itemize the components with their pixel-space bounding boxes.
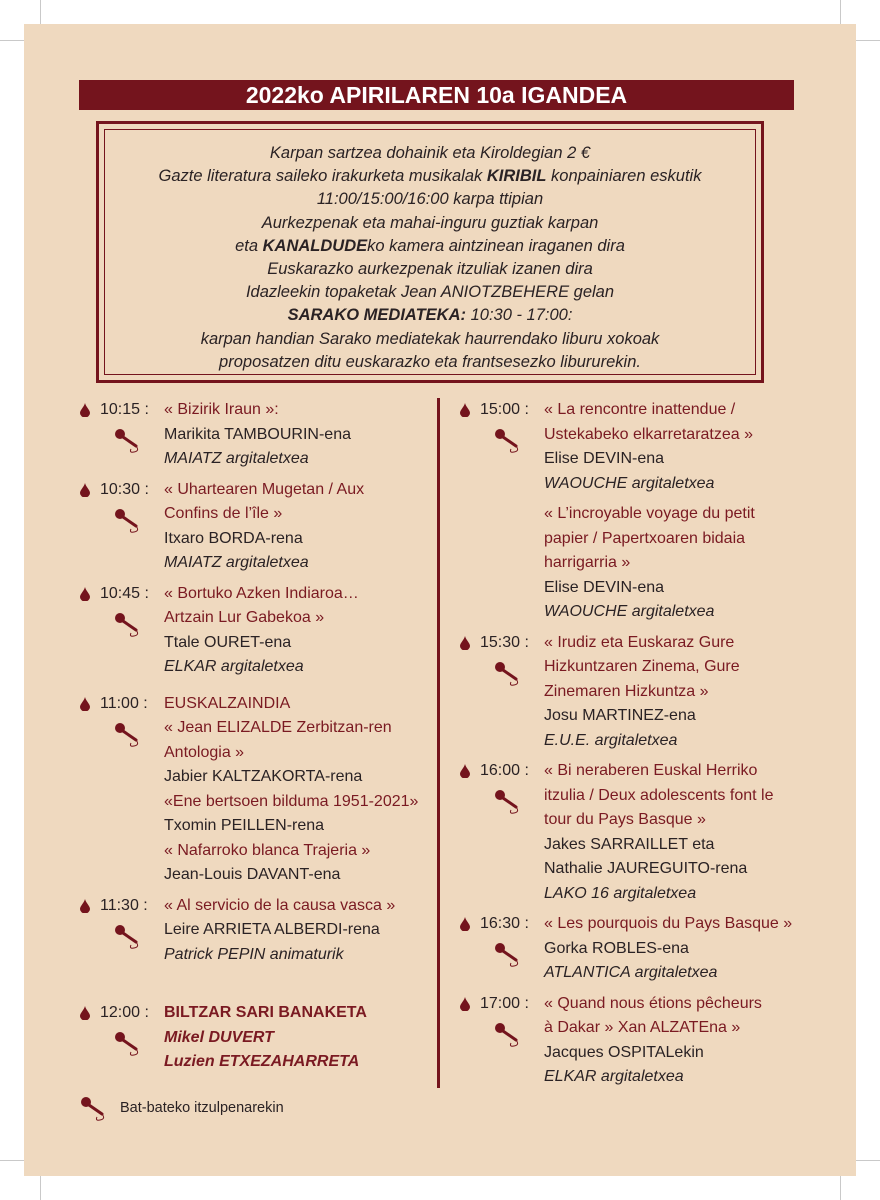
- schedule-event: [80, 582, 432, 680]
- info-line: Karpan sartzea dohainik eta Kiroldegian 2 €: [269, 144, 591, 162]
- event-line: E.U.E. argitaletxea: [544, 731, 678, 749]
- event-line: Marikita TAMBOURIN-ena: [164, 425, 351, 443]
- event-line: Jean-Louis DAVANT-ena: [164, 866, 341, 883]
- crop-mark: [840, 0, 841, 24]
- info-text: [104, 129, 756, 375]
- info-line: eta KANALDUDEko kamera aintzinean iraganen dira: [235, 236, 625, 255]
- event-details: [164, 894, 432, 968]
- event-details: [164, 398, 432, 472]
- crop-mark: [856, 1160, 880, 1161]
- event-line: WAOUCHE argitaletxea: [544, 603, 715, 620]
- microphone-icon: [494, 942, 524, 968]
- drop-bullet-icon: [460, 636, 470, 650]
- crop-mark: [840, 1176, 841, 1200]
- event-line: ELKAR argitaletxea: [544, 1068, 684, 1085]
- drop-bullet-icon: [80, 483, 90, 497]
- drop-bullet-icon: [460, 917, 470, 931]
- event-line: Gorka ROBLES-ena: [544, 939, 689, 957]
- event-line: Jabier KALTZAKORTA-rena: [164, 768, 363, 785]
- event-line: MAIATZ argitaletxea: [164, 554, 309, 571]
- event-line: ATLANTICA argitaletxea: [544, 964, 718, 981]
- info-box: [96, 121, 764, 383]
- crop-mark: [40, 1176, 41, 1200]
- event-time: 16:00 :: [480, 762, 529, 779]
- microphone-icon: [114, 428, 144, 454]
- event-line: Artzain Lur Gabekoa »: [164, 609, 325, 626]
- event-line: « Jean ELIZALDE Zerbitzan-ren: [164, 719, 392, 736]
- microphone-icon: [114, 612, 144, 638]
- drop-bullet-icon: [80, 403, 90, 417]
- legend-label: Bat-bateko itzulpenarekin: [120, 1100, 284, 1116]
- microphone-icon: [494, 789, 524, 815]
- schedule-event: [80, 1001, 432, 1075]
- event-line: Txomin PEILLEN-rena: [164, 817, 325, 834]
- event-line: Elise DEVIN-ena: [544, 450, 665, 467]
- microphone-icon: [494, 428, 524, 454]
- event-details: [164, 582, 432, 680]
- event-details: [544, 398, 860, 625]
- event-line: MAIATZ argitaletxea: [164, 450, 309, 467]
- crop-mark: [0, 1160, 24, 1161]
- event-line: « Irudiz eta Euskaraz Gure: [544, 633, 735, 651]
- crop-mark: [0, 40, 24, 41]
- event-line: « Uhartearen Mugetan / Aux: [164, 480, 365, 498]
- event-details: [164, 478, 432, 576]
- event-line: EUSKALZAINDIA: [164, 694, 291, 712]
- event-time: 11:30 :: [100, 896, 148, 914]
- schedule-event: [80, 894, 432, 968]
- info-line: proposatzen ditu euskarazko eta frantsesezko libururekin.: [219, 352, 641, 371]
- event-details: [544, 759, 860, 906]
- event-line: « Les pourquois du Pays Basque »: [544, 915, 793, 932]
- event-line: harrigarria »: [544, 554, 631, 571]
- event-line: WAOUCHE argitaletxea: [544, 474, 715, 492]
- event-line: itzulia / Deux adolescents font le: [544, 786, 774, 804]
- drop-bullet-icon: [460, 403, 470, 417]
- event-line: papier / Papertxoaren bidaia: [544, 529, 746, 547]
- event-line: « Quand nous étions pêcheurs: [544, 994, 762, 1012]
- microphone-icon: [114, 1031, 144, 1057]
- info-line: Aurkezpenak eta mahai-inguru guztiak karpan: [261, 213, 599, 232]
- event-details: [544, 992, 860, 1090]
- column-divider: [437, 398, 440, 1088]
- drop-bullet-icon: [80, 899, 90, 913]
- event-line: Jakes SARRAILLET eta: [544, 835, 715, 853]
- info-line: 11:00/15:00/16:00 karpa ttipian: [316, 190, 544, 209]
- event-line: « Al servicio de la causa vasca »: [164, 896, 396, 914]
- drop-bullet-icon: [80, 1006, 90, 1020]
- event-line: ELKAR argitaletxea: [164, 658, 304, 675]
- drop-bullet-icon: [460, 997, 470, 1011]
- event-line: «Ene bertsoen bilduma 1951-2021»: [164, 792, 419, 810]
- crop-mark: [856, 40, 880, 41]
- event-time: 12:00 :: [100, 1004, 149, 1021]
- event-time: 10:15 :: [100, 401, 149, 418]
- info-line: Gazte literatura saileko irakurketa musikalak KIRIBIL konpainiaren eskutik: [158, 167, 702, 186]
- event-line: Ttale OURET-ena: [164, 633, 292, 651]
- drop-bullet-icon: [80, 697, 90, 711]
- microphone-icon: [114, 508, 144, 534]
- microphone-icon: [494, 1022, 524, 1048]
- event-line: « Nafarroko blanca Trajeria »: [164, 841, 371, 859]
- event-line: « Bortuko Azken Indiaroa…: [164, 584, 359, 602]
- event-details: [544, 631, 860, 754]
- microphone-icon: [114, 722, 144, 748]
- schedule-event: [80, 692, 432, 888]
- info-line: Idazleekin topaketak Jean ANIOTZBEHERE gelan: [245, 283, 615, 302]
- event-time: 15:00 :: [480, 401, 529, 418]
- page-title: 2022ko APIRILAREN 10a IGANDEA: [79, 80, 794, 110]
- event-line: Leire ARRIETA ALBERDI-rena: [164, 921, 380, 938]
- microphone-icon: [80, 1096, 110, 1122]
- info-line: Euskarazko aurkezpenak itzuliak izanen dira: [267, 260, 593, 279]
- event-line: Elise DEVIN-ena: [544, 578, 665, 596]
- event-details: [544, 912, 860, 986]
- schedule-left-column: [80, 398, 432, 1075]
- schedule-event: [460, 912, 860, 986]
- microphone-icon: [494, 661, 524, 687]
- event-line: « Bi neraberen Euskal Herriko: [544, 762, 758, 779]
- event-line: tour du Pays Basque »: [544, 811, 706, 828]
- event-line: « Bizirik Iraun »:: [164, 401, 279, 418]
- event-line: « La rencontre inattendue /: [544, 401, 736, 418]
- event-time: 10:30 :: [100, 480, 149, 498]
- event-line: Luzien ETXEZAHARRETA: [164, 1053, 360, 1070]
- event-line: Josu MARTINEZ-ena: [544, 707, 696, 724]
- schedule-right-column: [460, 398, 860, 1090]
- schedule-event: [80, 478, 432, 576]
- info-line: SARAKO MEDIATEKA: 10:30 - 17:00:: [287, 306, 573, 325]
- schedule-event: [460, 759, 860, 906]
- event-line: Itxaro BORDA-rena: [164, 529, 303, 547]
- event-line: Antologia »: [164, 743, 245, 761]
- event-line: Nathalie JAUREGUITO-rena: [544, 860, 748, 877]
- event-line: à Dakar » Xan ALZATEna »: [544, 1019, 741, 1036]
- event-line: BILTZAR SARI BANAKETA: [164, 1004, 367, 1021]
- schedule-event: [460, 398, 860, 625]
- event-details: [164, 692, 432, 888]
- event-line: Zinemaren Hizkuntza »: [544, 682, 709, 700]
- legend: [80, 1096, 284, 1120]
- event-line: « L’incroyable voyage du petit: [544, 505, 755, 522]
- event-time: 15:30 :: [480, 633, 529, 651]
- event-line: Ustekabeko elkarretaratzea »: [544, 425, 753, 443]
- schedule-event: [460, 992, 860, 1090]
- schedule-event: [80, 398, 432, 472]
- event-time: 16:30 :: [480, 915, 529, 932]
- event-details: [164, 1001, 432, 1075]
- event-line: Jacques OSPITALekin: [544, 1043, 704, 1061]
- event-line: Confins de l’île »: [164, 505, 283, 522]
- event-line: Patrick PEPIN animaturik: [164, 945, 344, 963]
- drop-bullet-icon: [460, 764, 470, 778]
- schedule-event: [460, 631, 860, 754]
- microphone-icon: [114, 924, 144, 950]
- event-time: 17:00 :: [480, 994, 529, 1012]
- event-line: LAKO 16 argitaletxea: [544, 884, 697, 902]
- drop-bullet-icon: [80, 587, 90, 601]
- event-time: 11:00 :: [100, 694, 148, 712]
- event-time: 10:45 :: [100, 584, 149, 602]
- info-line: karpan handian Sarako mediatekak haurrendako liburu xokoak: [200, 329, 660, 348]
- event-line: Mikel DUVERT: [164, 1028, 274, 1046]
- event-line: Hizkuntzaren Zinema, Gure: [544, 658, 740, 675]
- crop-mark: [40, 0, 41, 24]
